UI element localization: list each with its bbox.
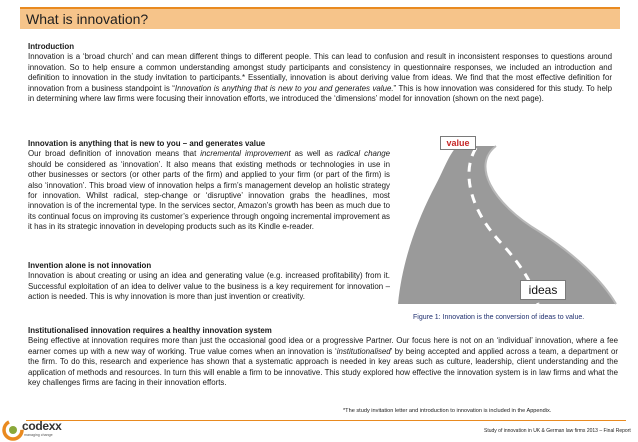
ideas-to-value-road-figure: [390, 140, 622, 310]
institutionalised-text: Being effective at innovation requires more than just the occasional good idea or a progressive Partner. Our focus here is not on an ‘individual’ innovation, where a fee earner comes up with a new way of working. True value comes when an innovation is ‘: [28, 336, 618, 356]
ideas-label: ideas: [520, 280, 566, 300]
introduction-heading: Introduction: [28, 42, 75, 51]
institutionalised-heading: Institutionalised innovation requires a healthy innovation system: [28, 326, 272, 335]
incremental-improvement-term: incremental improvement: [200, 149, 291, 159]
new-to-you-text-continued: should be considered as ‘innovation’. It also means that existing methods or technologies in use in other businesses or sectors (or other parts of the firm) and applied to your firm (or part of the firm) is also ‘innovation’. This broad view of innovation helps a firm’s management develop an holistic strategy for innovation. Whilst radical, step-change or ‘disruptive’ innovation grabs the headlines, most innovation is of the incremental type. In the services sector, Amazon’s growth has been as much due to its continual focus on improving its customer’s experience through ongoing incremental improvement as it has in its strategic innovation in developing products such as its Kindle e-reader.: [28, 159, 390, 232]
radical-change-term: radical change: [336, 149, 391, 159]
innovation-definition: Innovation is anything that is new to you and generates value.: [174, 83, 394, 93]
codexx-logo: [2, 418, 64, 442]
introduction-text-continued: ” This is how innovation was considered for this study. To help in determining where law firms were focusing their innovation efforts, we introduced the ‘dimensions’ model for innovation (shown on the next page).: [28, 83, 612, 104]
figure-caption: Figure 1: Innovation is the conversion of ideas to value.: [413, 314, 585, 321]
institutionalised-term: institutionalised: [336, 346, 391, 356]
new-to-you-text-connector: as well as: [290, 149, 337, 159]
footnote: *The study invitation letter and introduction to innovation is included in the Appendix.: [343, 408, 552, 414]
introduction-text: Innovation is a ‘broad church’ and can mean different things to different people. This can lead to confusion and result in inconsistent responses to questions around innovation. So to help ensure a common understanding amongst study participants and consistency in questionnaire responses, we included an introduction and definition to innovation in the study invitation to participants.* Essentially, innovation is about deriving value from ideas. We find that the most effective definition for innovation from a business standpoint is “: [28, 52, 612, 93]
page-title: What is innovation?: [20, 7, 620, 29]
logo-mark-icon: [2, 419, 24, 441]
introduction-section: [28, 42, 612, 104]
new-to-you-section: [28, 139, 390, 233]
invention-text: Innovation is about creating or using an idea and generating value (e.g. increased profitability) from it. Successful exploitation of an idea to deliver value to the business is a key requirement for innovation – action is needed. This is why innovation is more than just invention or creativity.: [28, 271, 390, 302]
invention-heading: Invention alone is not innovation: [28, 261, 152, 270]
logo-wordmark: codexx: [22, 419, 62, 433]
institutionalised-section: [28, 326, 618, 388]
invention-section: [28, 261, 390, 303]
footer-divider: [26, 420, 626, 421]
logo-tagline: managing change: [24, 433, 53, 437]
road-surface: [398, 146, 616, 304]
new-to-you-heading: Innovation is anything that is new to you – and generates value: [28, 139, 266, 148]
value-label: value: [440, 136, 476, 150]
institutionalised-text-continued: ’ by being accepted and applied across a team, a department or the firm. To do this, research and experience has shown that a systematic approach is needed in key areas such as culture, leadership, client understanding and the application of methods and resources. In turn this will enable a firm to be innovative. This study explored how effective the innovation system is in law firms and what the key challenges firms are facing in their innovation efforts.: [28, 346, 618, 388]
new-to-you-text: Our broad definition of innovation means that: [28, 149, 201, 159]
footer-text: Study of innovation in UK & German law firms 2013 – Final Report: [484, 428, 631, 434]
